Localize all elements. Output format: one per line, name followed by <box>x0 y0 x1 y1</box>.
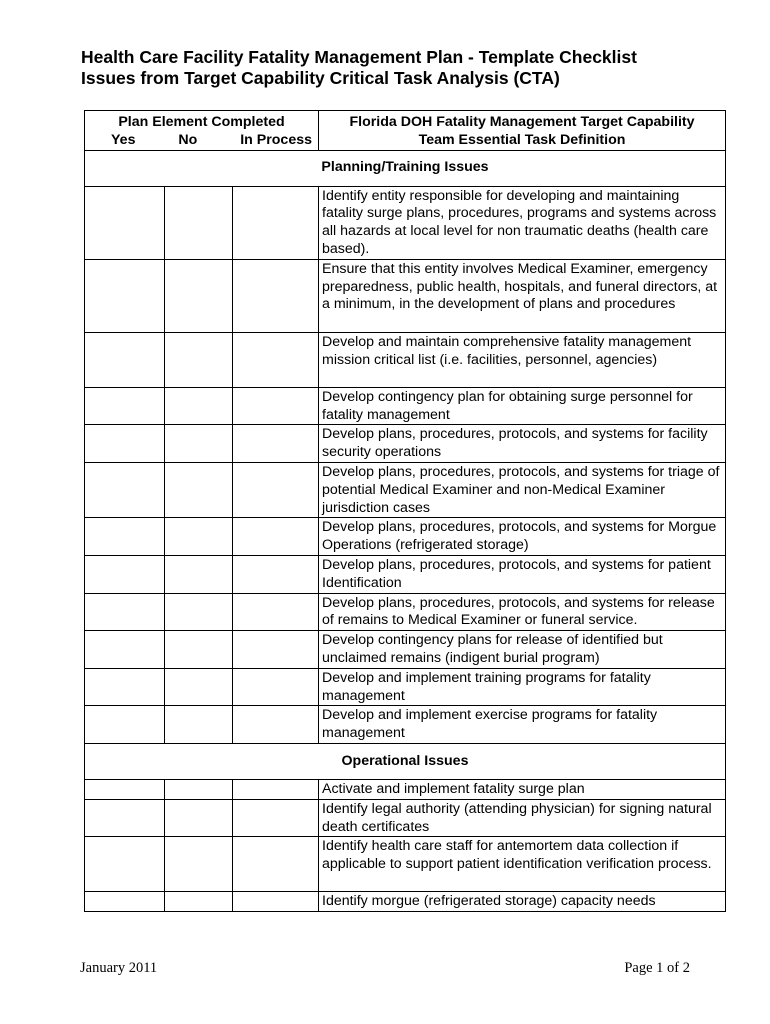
table-header-row <box>85 111 726 151</box>
in-process-checkbox-cell[interactable] <box>233 387 319 425</box>
in-process-checkbox-cell[interactable] <box>233 462 319 517</box>
yes-checkbox-cell[interactable] <box>85 332 165 387</box>
section-header-row <box>85 150 726 186</box>
no-checkbox-cell[interactable] <box>165 425 233 463</box>
yes-checkbox-cell[interactable] <box>85 425 165 463</box>
task-description: Identify legal authority (attending physician) for signing natural death certificates <box>319 799 726 837</box>
in-process-checkbox-cell[interactable] <box>233 668 319 706</box>
task-definition-header <box>319 111 726 151</box>
title-line-1: Health Care Facility Fatality Management Plan - Template Checklist <box>81 47 637 67</box>
in-process-checkbox-cell[interactable] <box>233 779 319 799</box>
in-process-checkbox-cell[interactable] <box>233 892 319 912</box>
document-title <box>81 47 741 89</box>
yes-checkbox-cell[interactable] <box>85 259 165 332</box>
yes-checkbox-cell[interactable] <box>85 799 165 837</box>
plan-element-completed-label: Plan Element Completed <box>118 114 285 130</box>
in-process-column-label: In Process <box>240 131 312 148</box>
no-checkbox-cell[interactable] <box>165 387 233 425</box>
in-process-checkbox-cell[interactable] <box>233 799 319 837</box>
no-checkbox-cell[interactable] <box>165 706 233 744</box>
no-checkbox-cell[interactable] <box>165 837 233 892</box>
yes-checkbox-cell[interactable] <box>85 631 165 669</box>
task-header-line-1: Florida DOH Fatality Management Target Capability <box>349 114 695 130</box>
yes-checkbox-cell[interactable] <box>85 837 165 892</box>
table-row <box>85 425 726 463</box>
yes-checkbox-cell[interactable] <box>85 387 165 425</box>
no-column-label: No <box>178 131 198 148</box>
plan-element-header <box>85 111 319 151</box>
no-checkbox-cell[interactable] <box>165 593 233 631</box>
table-row <box>85 259 726 332</box>
footer-date: January 2011 <box>80 960 158 976</box>
table-row <box>85 892 726 912</box>
section-title: Operational Issues <box>85 743 726 779</box>
in-process-checkbox-cell[interactable] <box>233 555 319 593</box>
yes-checkbox-cell[interactable] <box>85 593 165 631</box>
in-process-checkbox-cell[interactable] <box>233 593 319 631</box>
table-row <box>85 631 726 669</box>
yes-column-label: Yes <box>111 131 136 148</box>
in-process-checkbox-cell[interactable] <box>233 186 319 259</box>
table-row <box>85 518 726 556</box>
table-row <box>85 332 726 387</box>
no-checkbox-cell[interactable] <box>165 892 233 912</box>
in-process-checkbox-cell[interactable] <box>233 332 319 387</box>
task-description: Develop and implement training programs for fatality management <box>319 668 726 706</box>
in-process-checkbox-cell[interactable] <box>233 518 319 556</box>
task-description: Identify morgue (refrigerated storage) capacity needs <box>319 892 726 912</box>
yes-checkbox-cell[interactable] <box>85 892 165 912</box>
task-description: Develop plans, procedures, protocols, and systems for patient Identification <box>319 555 726 593</box>
task-description: Develop plans, procedures, protocols, and systems for facility security operations <box>319 425 726 463</box>
no-checkbox-cell[interactable] <box>165 555 233 593</box>
footer-page-number: Page 1 of 2 <box>624 960 690 976</box>
in-process-checkbox-cell[interactable] <box>233 631 319 669</box>
task-description: Develop plans, procedures, protocols, and systems for release of remains to Medical Examiner or funeral service. <box>319 593 726 631</box>
no-checkbox-cell[interactable] <box>165 518 233 556</box>
no-checkbox-cell[interactable] <box>165 631 233 669</box>
section-title: Planning/Training Issues <box>85 150 726 186</box>
title-line-2: Issues from Target Capability Critical Task Analysis (CTA) <box>81 68 560 88</box>
section-header-row <box>85 743 726 779</box>
table-row <box>85 387 726 425</box>
yes-checkbox-cell[interactable] <box>85 518 165 556</box>
task-description: Activate and implement fatality surge plan <box>319 779 726 799</box>
yes-checkbox-cell[interactable] <box>85 779 165 799</box>
checklist-table <box>84 110 726 912</box>
table-row <box>85 186 726 259</box>
in-process-checkbox-cell[interactable] <box>233 837 319 892</box>
task-description: Identify health care staff for antemortem data collection if applicable to support patient identification verification process. <box>319 837 726 892</box>
in-process-checkbox-cell[interactable] <box>233 425 319 463</box>
no-checkbox-cell[interactable] <box>165 668 233 706</box>
yes-checkbox-cell[interactable] <box>85 706 165 744</box>
table-row <box>85 593 726 631</box>
table-row <box>85 668 726 706</box>
task-description: Develop contingency plans for release of identified but unclaimed remains (indigent burial program) <box>319 631 726 669</box>
no-checkbox-cell[interactable] <box>165 332 233 387</box>
table-row <box>85 779 726 799</box>
yes-checkbox-cell[interactable] <box>85 555 165 593</box>
table-row <box>85 706 726 744</box>
table-row <box>85 799 726 837</box>
table-row <box>85 837 726 892</box>
task-description: Develop and maintain comprehensive fatality management mission critical list (i.e. facilities, personnel, agencies) <box>319 332 726 387</box>
task-description: Develop plans, procedures, protocols, and systems for Morgue Operations (refrigerated storage) <box>319 518 726 556</box>
no-checkbox-cell[interactable] <box>165 779 233 799</box>
task-header-line-2: Team Essential Task Definition <box>418 131 626 148</box>
task-description: Develop plans, procedures, protocols, and systems for triage of potential Medical Examiner and non-Medical Examiner jurisdiction cases <box>319 462 726 517</box>
no-checkbox-cell[interactable] <box>165 186 233 259</box>
task-description: Identify entity responsible for developing and maintaining fatality surge plans, procedures, programs and systems across all hazards at local level for non traumatic deaths (health care based). <box>319 186 726 259</box>
task-description: Ensure that this entity involves Medical Examiner, emergency preparedness, public health, hospitals, and funeral directors, at a minimum, in the development of plans and procedures <box>319 259 726 332</box>
table-row <box>85 555 726 593</box>
no-checkbox-cell[interactable] <box>165 799 233 837</box>
yes-checkbox-cell[interactable] <box>85 668 165 706</box>
task-description: Develop contingency plan for obtaining surge personnel for fatality management <box>319 387 726 425</box>
in-process-checkbox-cell[interactable] <box>233 706 319 744</box>
task-description: Develop and implement exercise programs for fatality management <box>319 706 726 744</box>
table-row <box>85 462 726 517</box>
no-checkbox-cell[interactable] <box>165 462 233 517</box>
no-checkbox-cell[interactable] <box>165 259 233 332</box>
in-process-checkbox-cell[interactable] <box>233 259 319 332</box>
yes-checkbox-cell[interactable] <box>85 186 165 259</box>
yes-checkbox-cell[interactable] <box>85 462 165 517</box>
